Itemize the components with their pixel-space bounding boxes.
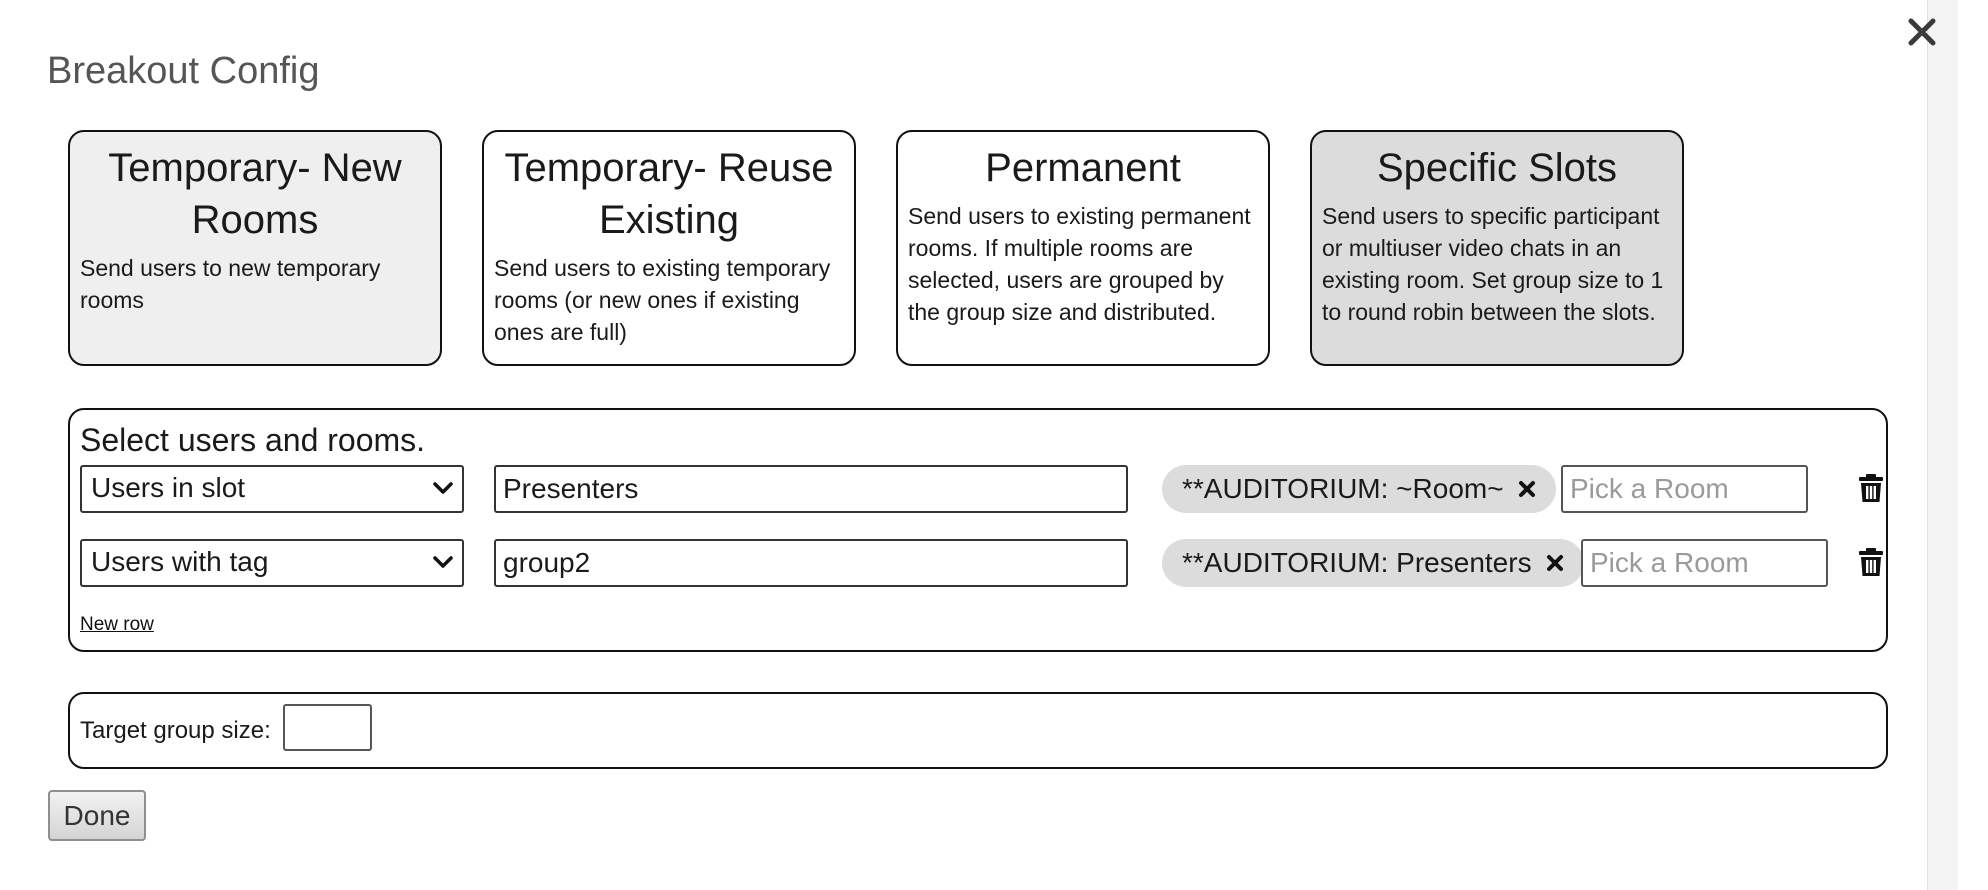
user-selector-dropdown[interactable] <box>80 465 464 513</box>
mode-card-permanent[interactable] <box>896 130 1270 366</box>
mode-options <box>68 130 1684 366</box>
user-filter-input[interactable] <box>494 465 1128 513</box>
remove-chip-button[interactable] <box>1546 554 1564 572</box>
mode-card-title: Temporary- Reuse Existing <box>504 146 834 242</box>
remove-chip-icon <box>1546 554 1564 572</box>
dialog-title: Breakout Config <box>47 50 320 92</box>
pick-room-input[interactable] <box>1581 539 1828 587</box>
user-selector-dropdown[interactable] <box>80 539 464 587</box>
mode-card-description: Send users to specific participant or multiuser video chats in an existing room. Set group size to 1 to round robin between the slots. <box>1322 203 1664 325</box>
room-chip-label: **AUDITORIUM: Presenters <box>1182 547 1532 578</box>
group-size-input[interactable] <box>283 704 372 751</box>
mode-card-description: Send users to new temporary rooms <box>80 255 381 313</box>
chevron-down-icon <box>432 480 454 496</box>
user-selector-value: Users with tag <box>91 546 269 577</box>
mode-card-description: Send users to existing temporary rooms (or new ones if existing ones are full) <box>494 255 831 345</box>
done-button[interactable]: Done <box>48 790 146 841</box>
assignment-row <box>80 465 1880 513</box>
user-selector-value: Users in slot <box>91 472 246 503</box>
room-chip <box>1162 539 1584 587</box>
mode-card-temporary-reuse[interactable] <box>482 130 856 366</box>
assignment-row <box>80 539 1880 587</box>
scrollbar-track[interactable] <box>1927 0 1958 890</box>
group-size-panel <box>68 692 1888 769</box>
mode-card-description: Send users to existing permanent rooms. If multiple rooms are selected, users are grouped by the group size and distributed. <box>908 203 1251 325</box>
chevron-down-icon <box>432 554 454 570</box>
delete-row-button[interactable] <box>1858 473 1884 508</box>
trash-icon <box>1858 547 1884 577</box>
delete-row-button[interactable] <box>1858 547 1884 582</box>
mode-card-specific-slots[interactable] <box>1310 130 1684 366</box>
close-button[interactable] <box>1900 10 1944 54</box>
mode-card-title: Temporary- New Rooms <box>108 146 402 242</box>
new-row-link[interactable]: New row <box>80 614 154 635</box>
assignments-panel <box>68 408 1888 652</box>
user-filter-input[interactable] <box>494 539 1128 587</box>
close-icon <box>1907 17 1937 47</box>
mode-card-temporary-new[interactable] <box>68 130 442 366</box>
mode-card-title: Permanent <box>985 146 1181 190</box>
mode-card-title: Specific Slots <box>1376 146 1618 190</box>
trash-icon <box>1858 473 1884 503</box>
assignments-heading: Select users and rooms. <box>80 422 426 458</box>
group-size-label: Target group size: <box>80 717 271 744</box>
room-chip <box>1162 465 1556 513</box>
pick-room-input[interactable] <box>1561 465 1808 513</box>
remove-chip-button[interactable] <box>1518 480 1536 498</box>
remove-chip-icon <box>1518 480 1536 498</box>
room-chip-label: **AUDITORIUM: ~Room~ <box>1182 473 1504 504</box>
